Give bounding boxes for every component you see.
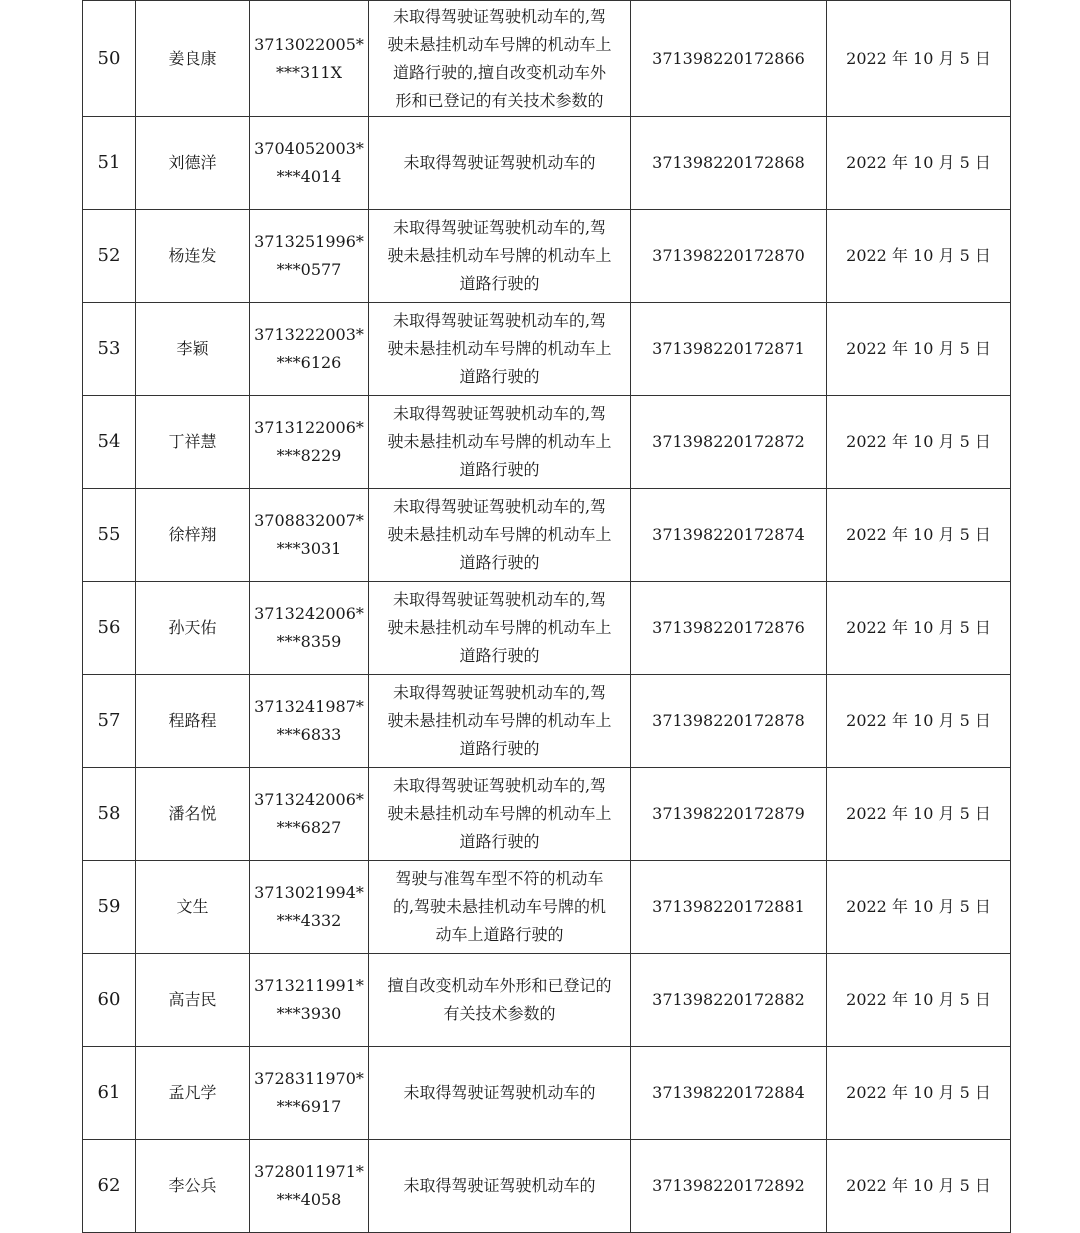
violation-reason-line: 道路行驶的 (459, 274, 540, 293)
id-number-line: ***311X (276, 62, 342, 82)
person-name-cell: 孙天佑 (136, 582, 250, 675)
violation-reason-line: 未取得驾驶证驾驶机动车的 (403, 1083, 596, 1102)
decision-date-cell: 2022 年 10 月 5 日 (827, 303, 1011, 396)
id-number-line: ***4014 (276, 167, 342, 186)
id-number-cell (250, 1047, 369, 1140)
decision-date-cell: 2022 年 10 月 5 日 (827, 210, 1011, 303)
table-row (83, 954, 1011, 1047)
decision-number-cell: 371398220172892 (631, 1140, 827, 1233)
row-number-cell: 54 (83, 396, 136, 489)
row-number-cell: 56 (83, 582, 136, 675)
id-number-cell (250, 1, 369, 117)
id-number-line: 3704052003* (254, 139, 364, 158)
violation-reason-line: 驶未悬挂机动车号牌的机动车上 (387, 339, 612, 358)
violation-reason-cell (369, 582, 631, 675)
violation-reason-line: 擅自改变机动车外形和已登记的 (387, 976, 612, 995)
decision-date-cell: 2022 年 10 月 5 日 (827, 582, 1011, 675)
violation-reason-line: 的,驾驶未悬挂机动车号牌的机 (392, 897, 607, 916)
violation-reason-cell (369, 117, 631, 210)
decision-date-cell: 2022 年 10 月 5 日 (827, 1140, 1011, 1233)
id-number-line: 3713122006* (254, 418, 364, 437)
violation-reason-cell (369, 675, 631, 768)
id-number-line: 3713242006* (254, 604, 364, 623)
violation-reason-line: 动车上道路行驶的 (435, 925, 564, 944)
table-row (83, 1, 1011, 117)
id-number-cell (250, 582, 369, 675)
table-row (83, 396, 1011, 489)
decision-number-cell: 371398220172872 (631, 396, 827, 489)
person-name-cell: 李颖 (136, 303, 250, 396)
person-name-cell: 高吉民 (136, 954, 250, 1047)
decision-number-cell: 371398220172878 (631, 675, 827, 768)
row-number-cell: 55 (83, 489, 136, 582)
id-number-line: ***6827 (276, 818, 342, 837)
decision-number-cell: 371398220172884 (631, 1047, 827, 1140)
violation-reason-line: 道路行驶的 (459, 832, 540, 851)
violation-reason-line: 未取得驾驶证驾驶机动车的,驾 (392, 590, 607, 609)
violation-reason-line: 道路行驶的 (459, 553, 540, 572)
decision-number-cell: 371398220172870 (631, 210, 827, 303)
person-name-cell: 程路程 (136, 675, 250, 768)
decision-date-cell: 2022 年 10 月 5 日 (827, 117, 1011, 210)
id-number-line: ***4332 (276, 911, 342, 930)
id-number-line: ***6917 (276, 1097, 342, 1116)
table-row (83, 1047, 1011, 1140)
violation-reason-line: 有关技术参数的 (443, 1004, 556, 1023)
table-body (83, 1, 1011, 1233)
row-number-cell: 57 (83, 675, 136, 768)
violation-reason-line: 驶未悬挂机动车号牌的机动车上 (387, 711, 612, 730)
violation-reason-line: 驶未悬挂机动车号牌的机动车上 (387, 525, 612, 544)
violation-reason-cell (369, 768, 631, 861)
table-row (83, 210, 1011, 303)
decision-number-cell: 371398220172876 (631, 582, 827, 675)
id-number-cell (250, 303, 369, 396)
table-row (83, 1140, 1011, 1233)
id-number-line: 3713222003* (254, 325, 364, 344)
id-number-cell (250, 117, 369, 210)
table-row (83, 675, 1011, 768)
row-number-cell: 50 (83, 1, 136, 117)
violation-reason-line: 驶未悬挂机动车号牌的机动车上 (387, 432, 612, 451)
id-number-line: 3713021994* (254, 883, 364, 902)
id-number-cell (250, 675, 369, 768)
violation-reason-cell (369, 489, 631, 582)
person-name-cell: 丁祥慧 (136, 396, 250, 489)
id-number-line: 3713211991* (254, 976, 364, 995)
person-name-cell: 刘德洋 (136, 117, 250, 210)
violation-reason-line: 未取得驾驶证驾驶机动车的,驾 (392, 218, 607, 237)
id-number-line: 3713251996* (254, 232, 364, 251)
id-number-line: 3713241987* (254, 697, 364, 716)
decision-date-cell: 2022 年 10 月 5 日 (827, 675, 1011, 768)
id-number-line: ***4058 (276, 1190, 342, 1209)
row-number-cell: 60 (83, 954, 136, 1047)
violation-reason-line: 未取得驾驶证驾驶机动车的,驾 (392, 404, 607, 423)
violation-reason-line: 未取得驾驶证驾驶机动车的,驾 (392, 776, 607, 795)
decision-number-cell: 371398220172881 (631, 861, 827, 954)
decision-date-cell: 2022 年 10 月 5 日 (827, 1047, 1011, 1140)
violation-reason-line: 未取得驾驶证驾驶机动车的,驾 (392, 311, 607, 330)
violation-reason-line: 道路行驶的 (459, 646, 540, 665)
violation-reason-cell (369, 303, 631, 396)
violation-reason-line: 驶未悬挂机动车号牌的机动车上 (387, 618, 612, 637)
violation-reason-line: 道路行驶的,擅自改变机动车外 (392, 62, 607, 82)
id-number-line: ***8359 (276, 632, 342, 651)
decision-date-cell: 2022 年 10 月 5 日 (827, 1, 1011, 117)
id-number-line: ***8229 (276, 446, 342, 465)
row-number-cell: 58 (83, 768, 136, 861)
penalty-table (82, 0, 1011, 1233)
violation-reason-line: 道路行驶的 (459, 460, 540, 479)
id-number-line: 3728311970* (254, 1069, 364, 1088)
id-number-line: ***6833 (276, 725, 342, 744)
decision-date-cell: 2022 年 10 月 5 日 (827, 861, 1011, 954)
person-name-cell: 李公兵 (136, 1140, 250, 1233)
violation-reason-line: 道路行驶的 (459, 367, 540, 386)
row-number-cell: 59 (83, 861, 136, 954)
row-number-cell: 61 (83, 1047, 136, 1140)
violation-reason-cell (369, 210, 631, 303)
id-number-cell (250, 1140, 369, 1233)
id-number-line: 3728011971* (254, 1162, 364, 1181)
table-row (83, 303, 1011, 396)
person-name-cell: 潘名悦 (136, 768, 250, 861)
id-number-line: ***3031 (276, 539, 342, 558)
person-name-cell: 孟凡学 (136, 1047, 250, 1140)
violation-reason-line: 未取得驾驶证驾驶机动车的,驾 (392, 497, 607, 516)
violation-reason-cell (369, 861, 631, 954)
violation-reason-cell (369, 1, 631, 117)
id-number-line: ***0577 (276, 260, 342, 279)
row-number-cell: 53 (83, 303, 136, 396)
row-number-cell: 62 (83, 1140, 136, 1233)
person-name-cell: 文生 (136, 861, 250, 954)
id-number-cell (250, 861, 369, 954)
violation-reason-line: 驶未悬挂机动车号牌的机动车上 (387, 246, 612, 265)
violation-reason-line: 未取得驾驶证驾驶机动车的 (403, 1176, 596, 1195)
id-number-cell (250, 210, 369, 303)
violation-reason-line: 未取得驾驶证驾驶机动车的 (403, 153, 596, 172)
decision-number-cell: 371398220172871 (631, 303, 827, 396)
id-number-line: ***3930 (276, 1004, 342, 1023)
id-number-cell (250, 768, 369, 861)
violation-reason-cell (369, 1047, 631, 1140)
id-number-line: 3713242006* (254, 790, 364, 809)
id-number-cell (250, 954, 369, 1047)
decision-number-cell: 371398220172879 (631, 768, 827, 861)
row-number-cell: 52 (83, 210, 136, 303)
table-row (83, 117, 1011, 210)
decision-date-cell: 2022 年 10 月 5 日 (827, 954, 1011, 1047)
id-number-line: ***6126 (276, 353, 342, 372)
violation-reason-line: 形和已登记的有关技术参数的 (395, 90, 604, 110)
id-number-cell (250, 489, 369, 582)
penalty-table-grid (82, 0, 1011, 1233)
decision-number-cell: 371398220172868 (631, 117, 827, 210)
table-row (83, 861, 1011, 954)
table-row (83, 489, 1011, 582)
decision-number-cell: 371398220172882 (631, 954, 827, 1047)
person-name-cell: 徐梓翔 (136, 489, 250, 582)
violation-reason-line: 驾驶与准驾车型不符的机动车 (395, 869, 604, 888)
decision-date-cell: 2022 年 10 月 5 日 (827, 768, 1011, 861)
row-number-cell: 51 (83, 117, 136, 210)
table-row (83, 582, 1011, 675)
person-name-cell: 杨连发 (136, 210, 250, 303)
violation-reason-line: 驶未悬挂机动车号牌的机动车上 (387, 34, 612, 54)
violation-reason-cell (369, 954, 631, 1047)
decision-number-cell: 371398220172874 (631, 489, 827, 582)
id-number-line: 3708832007* (254, 511, 364, 530)
decision-number-cell: 371398220172866 (631, 1, 827, 117)
violation-reason-line: 道路行驶的 (459, 739, 540, 758)
table-row (83, 768, 1011, 861)
violation-reason-line: 未取得驾驶证驾驶机动车的,驾 (392, 6, 607, 26)
id-number-cell (250, 396, 369, 489)
decision-date-cell: 2022 年 10 月 5 日 (827, 489, 1011, 582)
decision-date-cell: 2022 年 10 月 5 日 (827, 396, 1011, 489)
violation-reason-line: 驶未悬挂机动车号牌的机动车上 (387, 804, 612, 823)
violation-reason-cell (369, 1140, 631, 1233)
person-name-cell: 姜良康 (136, 1, 250, 117)
violation-reason-cell (369, 396, 631, 489)
id-number-line: 3713022005* (254, 34, 364, 54)
violation-reason-line: 未取得驾驶证驾驶机动车的,驾 (392, 683, 607, 702)
